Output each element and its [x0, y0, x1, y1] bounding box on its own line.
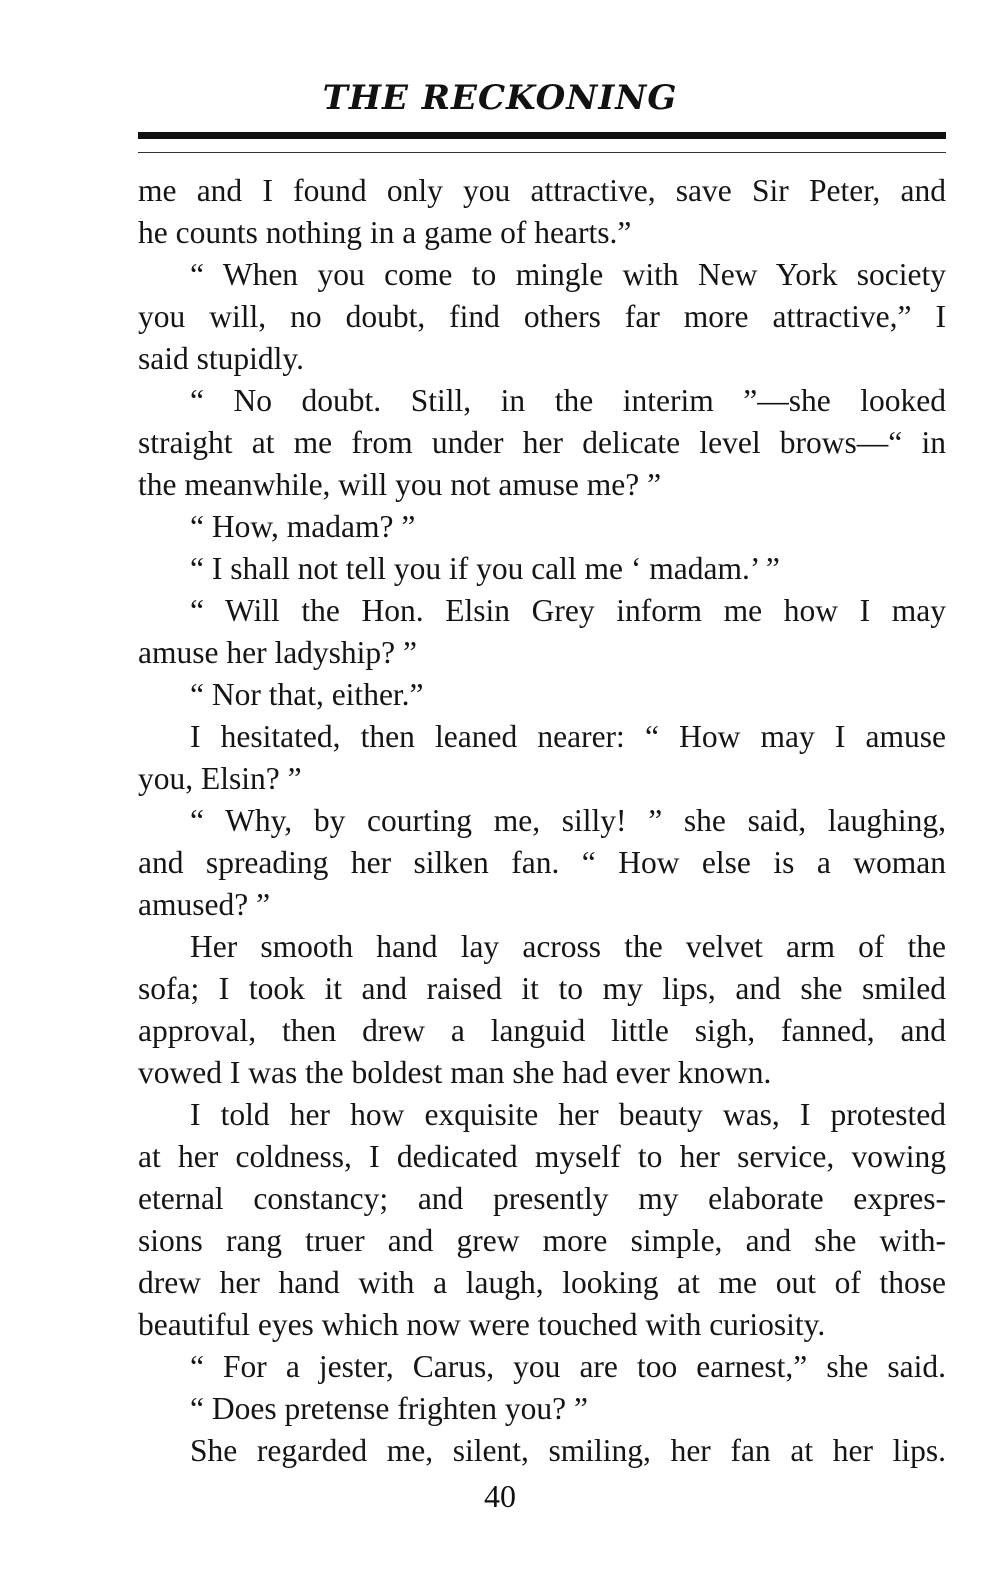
- text-line: “ For a jester, Carus, you are too earnest,” she said.: [190, 1349, 946, 1384]
- text-line: you, Elsin? ”: [138, 761, 302, 796]
- text-line: “ Does pretense frighten you? ”: [190, 1391, 588, 1426]
- text-line: at her coldness, I dedicated myself to her service, vowing: [138, 1139, 946, 1174]
- text-line: the meanwhile, will you not amuse me? ”: [138, 467, 662, 502]
- page-body: [138, 170, 946, 1472]
- header-rule-thick: [138, 132, 946, 139]
- text-line: said stupidly.: [138, 341, 304, 376]
- text-line: beautiful eyes which now were touched with curiosity.: [138, 1307, 826, 1342]
- text-line: approval, then drew a languid little sigh, fanned, and: [138, 1013, 946, 1048]
- text-line: amused? ”: [138, 887, 271, 922]
- running-head-title: THE RECKONING: [322, 78, 678, 118]
- text-line: amuse her ladyship? ”: [138, 635, 418, 670]
- text-line: vowed I was the boldest man she had ever known.: [138, 1055, 772, 1090]
- text-line: “ Why, by courting me, silly! ” she said, laughing,: [190, 803, 946, 838]
- text-line: She regarded me, silent, smiling, her fan at her lips.: [190, 1433, 946, 1468]
- text-line: “ Will the Hon. Elsin Grey inform me how I may: [190, 593, 946, 628]
- text-line: straight at me from under her delicate level brows—“ in: [138, 425, 946, 460]
- text-line: and spreading her silken fan. “ How else is a woman: [138, 845, 946, 880]
- text-line: sofa; I took it and raised it to my lips, and she smiled: [138, 971, 946, 1006]
- text-line: he counts nothing in a game of hearts.”: [138, 215, 632, 250]
- text-line: you will, no doubt, find others far more attractive,” I: [138, 299, 946, 334]
- text-line: sions rang truer and grew more simple, and she with-: [138, 1223, 946, 1258]
- page-number: 40: [484, 1478, 516, 1514]
- text-line: “ No doubt. Still, in the interim ”—she looked: [190, 383, 946, 418]
- text-line: drew her hand with a laugh, looking at me out of those: [138, 1265, 946, 1300]
- text-line: I hesitated, then leaned nearer: “ How may I amuse: [190, 719, 946, 754]
- text-line: “ I shall not tell you if you call me ‘ madam.’ ”: [190, 551, 780, 586]
- header-rule-thin: [138, 152, 946, 153]
- text-line: “ When you come to mingle with New York society: [190, 257, 946, 292]
- text-line: me and I found only you attractive, save Sir Peter, and: [138, 173, 946, 208]
- text-line: “ How, madam? ”: [190, 509, 416, 544]
- text-line: “ Nor that, either.”: [190, 677, 424, 712]
- text-line: I told her how exquisite her beauty was, I protested: [190, 1097, 946, 1132]
- text-line: eternal constancy; and presently my elaborate expres-: [138, 1181, 946, 1216]
- text-line: Her smooth hand lay across the velvet arm of the: [190, 929, 946, 964]
